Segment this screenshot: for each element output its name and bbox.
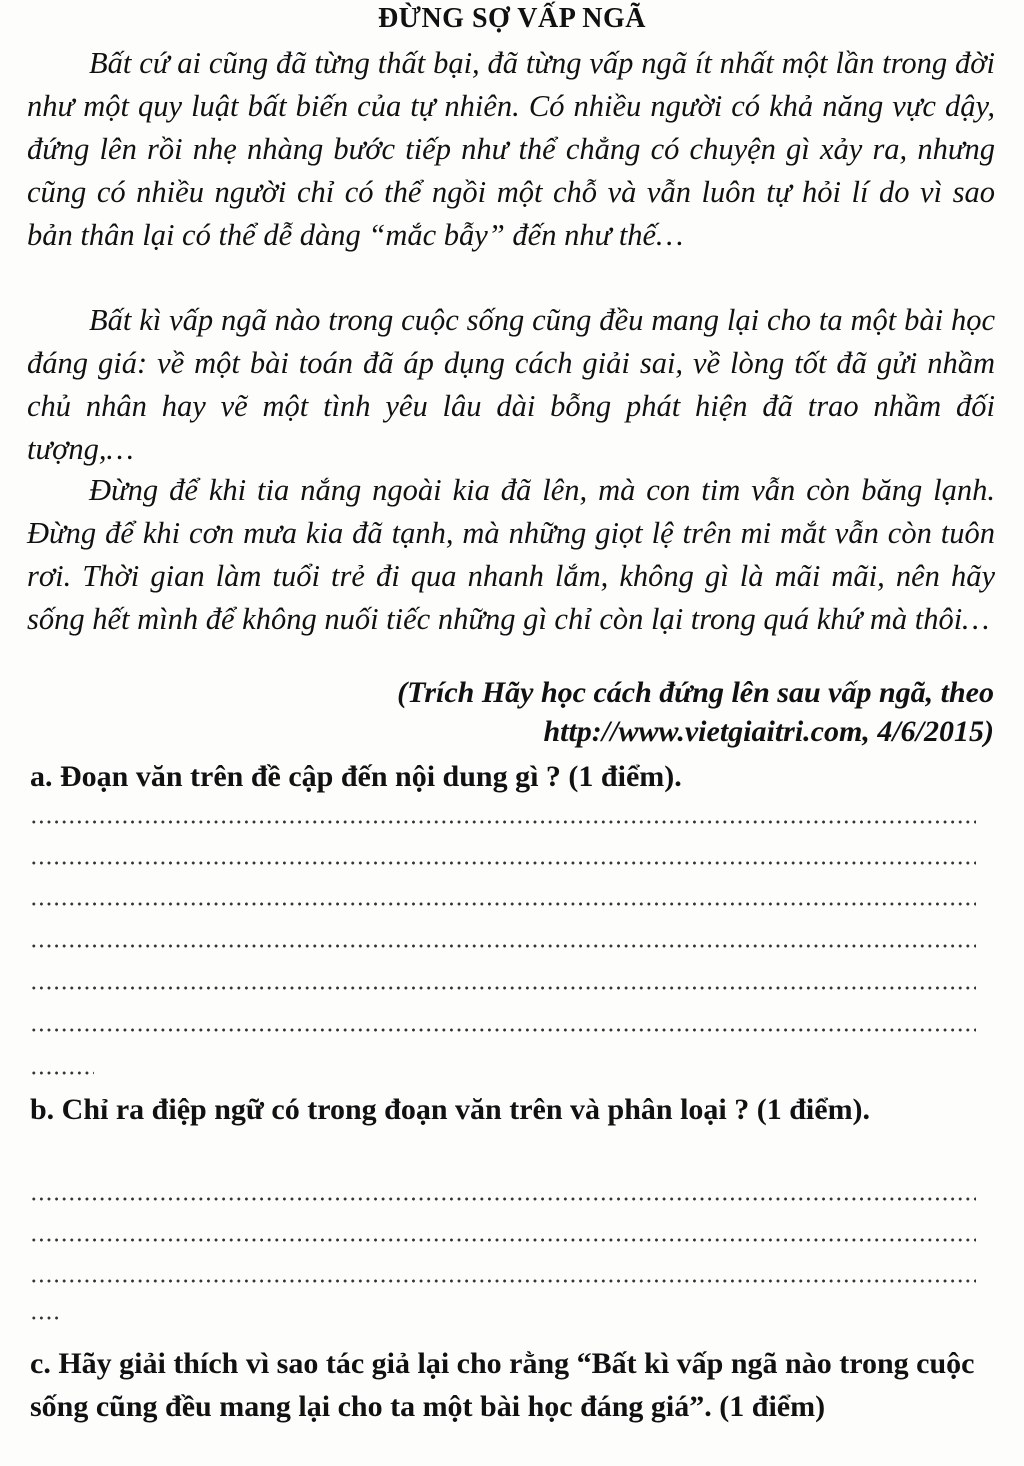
answer-line-a-3[interactable] <box>30 902 976 906</box>
answer-line-b-3[interactable] <box>30 1279 976 1283</box>
answer-line-a-1[interactable] <box>30 820 976 824</box>
answer-line-a-2[interactable] <box>30 861 976 865</box>
paragraph-1: Bất cứ ai cũng đã từng thất bại, đã từng vấp ngã ít nhất một lần trong đời như một quy luật bất biến của tự nhiên. Có nhiều người có khả năng vực dậy, đứng lên rồi nhẹ nhàng bước tiếp như thể chẳng có chuyện gì xảy ra, nhưng cũng có nhiều người chỉ có thể ngồi một chỗ và vẫn luôn tự hỏi lí do vì sao bản thân lại có thể dễ dàng “mắc bẫy” đến như thế… <box>27 46 995 252</box>
source-citation-line-1: (Trích Hãy học cách đứng lên sau vấp ngã, theo <box>397 676 994 709</box>
paragraph-3: Đừng để khi tia nắng ngoài kia đã lên, mà con tim vẫn còn băng lạnh. Đừng để khi cơn mưa kia đã tạnh, mà những giọt lệ trên mi mắt vẫn còn tuôn rơi. Thời gian làm tuổi trẻ đi qua nhanh lắm, không gì là mãi mãi, nên hãy sống hết mình để không nuối tiếc những gì chỉ còn lại trong quá khứ mà thôi… <box>27 473 995 636</box>
question-c: c. Hãy giải thích vì sao tác giả lại cho rằng “Bất kì vấp ngã nào trong cuộc sống cũng đều mang lại cho ta một bài học đáng giá”. (1 điểm) <box>30 1347 975 1423</box>
answer-line-b-4[interactable] <box>30 1316 60 1320</box>
answer-line-b-2[interactable] <box>30 1238 976 1242</box>
answer-line-a-5[interactable] <box>30 986 976 990</box>
paragraph-2: Bất kì vấp ngã nào trong cuộc sống cũng đều mang lại cho ta một bài học đáng giá: về một bài toán đã áp dụng cách giải sai, về lòng tốt đã gửi nhầm chủ nhân hay vẽ một tình yêu lâu dài bỗng phát hiện đã trao nhầm đối tượng,… <box>27 303 995 466</box>
question-b: b. Chỉ ra điệp ngữ có trong đoạn văn trên và phân loại ? (1 điểm). <box>30 1093 871 1126</box>
question-a: a. Đoạn văn trên đề cập đến nội dung gì ? (1 điểm). <box>30 760 682 793</box>
answer-line-a-7[interactable] <box>30 1071 94 1075</box>
answer-line-a-6[interactable] <box>30 1028 976 1032</box>
source-citation-line-2: http://www.vietgiaitri.com, 4/6/2015) <box>543 715 994 748</box>
answer-line-b-1[interactable] <box>30 1197 976 1201</box>
answer-line-a-4[interactable] <box>30 944 976 948</box>
page-title: ĐỪNG SỢ VẤP NGÃ <box>377 3 647 34</box>
